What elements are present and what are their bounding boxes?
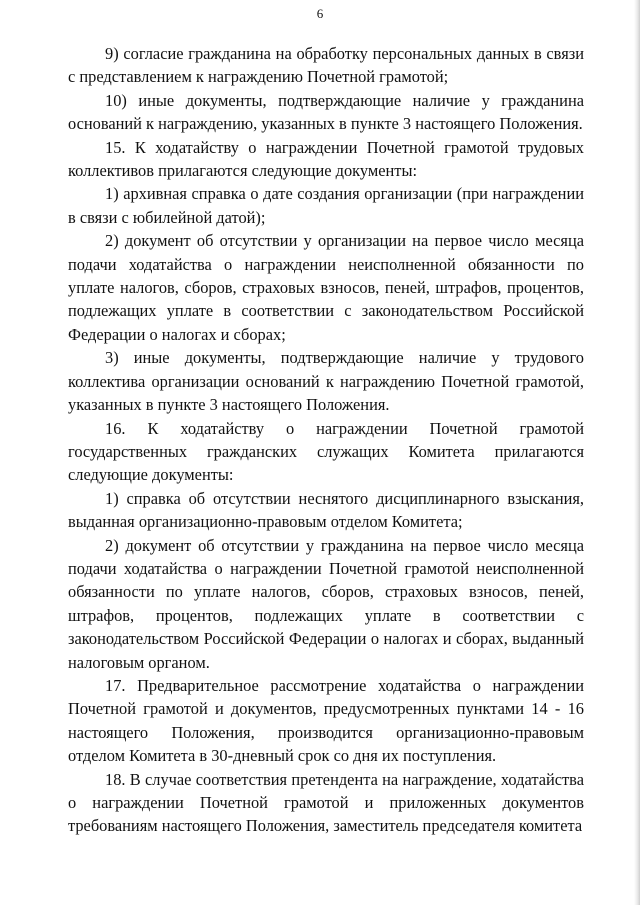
paragraph-clause-15-item-1: 1) архивная справка о дате создания организации (при награждении в связи с юбилейной датой); bbox=[68, 184, 584, 227]
paragraph-item-10: 10) иные документы, подтверждающие наличие у гражданина оснований к награждению, указанных в пункте 3 настоящего Положения. bbox=[68, 90, 584, 134]
paragraph-clause-16-item-2: 2) документ об отсутствии у гражданина на первое число месяца подачи ходатайства о награждении Почетной грамотой неисполненной обязанности по уплате налогов, сборов, страховых взносов, пеней, штрафов, процентов, подлежащих уплате в соответствии с законодательством Российской Федерации о налогах и сборах, выданный налоговым органом. bbox=[68, 535, 584, 672]
page-number: 6 bbox=[316, 6, 324, 21]
paragraph-clause-16-item-1: 1) справка об отсутствии неснятого дисциплинарного взыскания, выданная организационно-правовым отделом Комитета; bbox=[68, 488, 584, 532]
paragraph-clause-15-item-3: 3) иные документы, подтверждающие наличие у трудового коллектива организации оснований к награждению Почетной грамотой, указанных в пункте 3 настоящего Положения. bbox=[68, 348, 584, 415]
paragraph-clause-15-item-2: 2) документ об отсутствии у организации на первое число месяца подачи ходатайства о награждении неисполненной обязанности по уплате налогов, сборов, страховых взносов, пеней, штрафов, процентов, подлежащих уплате в соответствии с законодательством Российской Федерации о налогах и сборах; bbox=[68, 231, 584, 344]
scan-edge-shadow bbox=[634, 0, 640, 905]
paragraph-clause-16: 16. К ходатайству о награждении Почетной грамотой государственных гражданских служащих Комитета прилагаются следующие документы: bbox=[68, 418, 584, 485]
paragraph-clause-18: 18. В случае соответствия претендента на награждение, ходатайства о награждении Почетной грамотой и приложенных документов требованиям настоящего Положения, заместитель председателя комитета bbox=[68, 769, 584, 836]
paragraph-clause-15: 15. К ходатайству о награждении Почетной грамотой трудовых коллективов прилагаются следующие документы: bbox=[68, 137, 584, 181]
document-body bbox=[68, 42, 584, 838]
paragraph-clause-17: 17. Предварительное рассмотрение ходатайства о награждении Почетной грамотой и документов, предусмотренных пунктами 14 - 16 настоящего Положения, производится организационно-правовым отделом Комитета в 30-дневный срок со дня их поступления. bbox=[68, 675, 584, 766]
paragraph-item-9: 9) согласие гражданина на обработку персональных данных в связи с представлением к награждению Почетной грамотой; bbox=[68, 44, 584, 87]
